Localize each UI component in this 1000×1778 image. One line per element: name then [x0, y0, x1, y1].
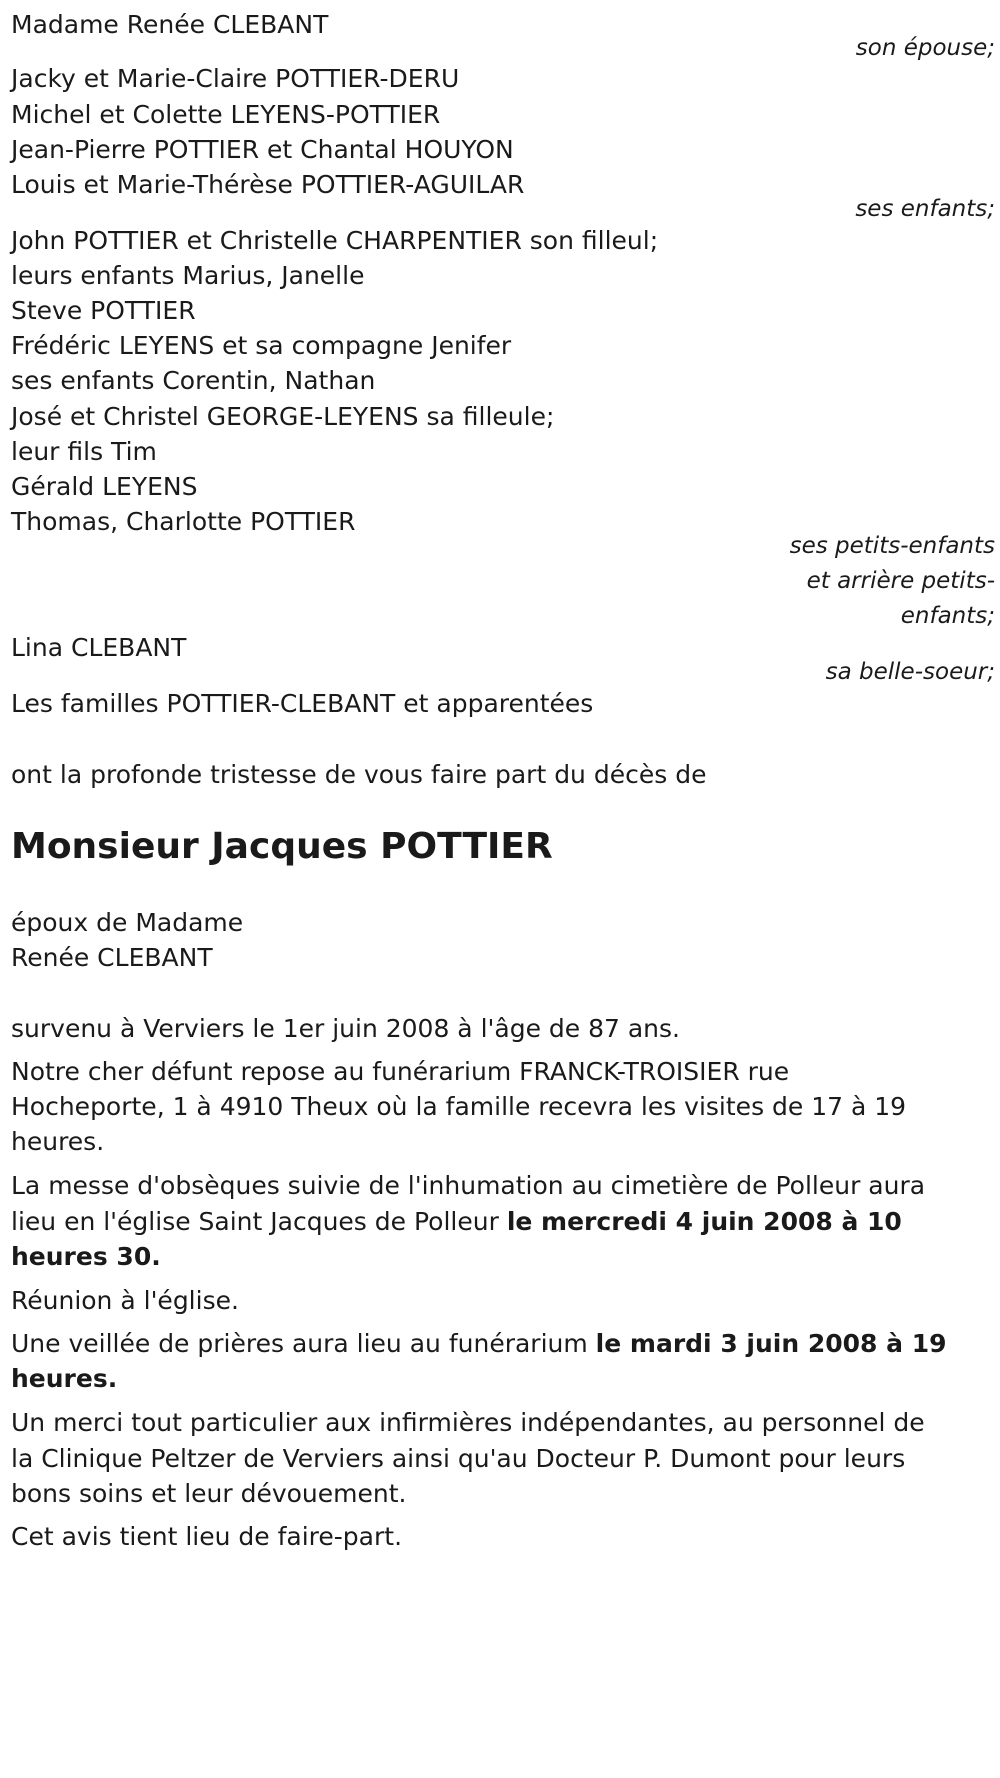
grandchild-line: leurs enfants Marius, Janelle [11, 261, 365, 290]
thanks-line: Un merci tout particulier aux infirmières indépendantes, au personnel de [11, 1408, 925, 1437]
children-role: ses enfants; [855, 196, 995, 222]
husband-of-line: époux de Madame [11, 908, 244, 937]
grandchild-line: Thomas, Charlotte POTTIER [11, 507, 356, 536]
death-info: survenu à Verviers le 1er juin 2008 à l'âge de 87 ans. [11, 1014, 680, 1043]
grandchild-line: leur fils Tim [11, 437, 157, 466]
vigil-line [11, 1329, 947, 1359]
grandchild-line: Frédéric LEYENS et sa compagne Jenifer [11, 331, 512, 360]
funeral-date: le mercredi 4 juin 2008 à 10 [506, 1207, 902, 1236]
child-line: Louis et Marie-Thérèse POTTIER-AGUILAR [11, 170, 525, 199]
announcement-text: ont la profonde tristesse de vous faire part du décès de [11, 760, 707, 789]
grandchild-line: José et Christel GEORGE-LEYENS sa filleule; [11, 402, 555, 431]
sister-in-law-name: Lina CLEBANT [11, 633, 187, 662]
husband-of-line: Renée CLEBANT [11, 943, 213, 972]
vigil-line [11, 1364, 117, 1394]
funeral-line [11, 1242, 161, 1272]
spouse-role: son épouse; [855, 35, 995, 61]
funeral-time: heures 30. [11, 1242, 161, 1271]
thanks-line: bons soins et leur dévouement. [11, 1479, 407, 1508]
child-line: Jean-Pierre POTTIER et Chantal HOUYON [11, 135, 514, 164]
sister-in-law-role: sa belle-soeur; [825, 659, 995, 685]
grandchild-line: Gérald LEYENS [11, 472, 198, 501]
rest-line: Notre cher défunt repose au funérarium FRANCK-TROISIER rue [11, 1057, 790, 1086]
grandchild-line: John POTTIER et Christelle CHARPENTIER son filleul; [11, 226, 659, 255]
families-line: Les familles POTTIER-CLEBANT et apparentées [11, 689, 594, 718]
closing-line: Cet avis tient lieu de faire-part. [11, 1522, 403, 1551]
deceased-name: Monsieur Jacques POTTIER [11, 826, 553, 867]
grandchild-line: Steve POTTIER [11, 296, 196, 325]
funeral-place: lieu en l'église Saint Jacques de Polleur [11, 1207, 507, 1236]
thanks-line: la Clinique Peltzer de Verviers ainsi qu'au Docteur P. Dumont pour leurs [11, 1444, 906, 1473]
vigil-date: le mardi 3 juin 2008 à 19 [595, 1329, 947, 1358]
child-line: Jacky et Marie-Claire POTTIER-DERU [11, 64, 460, 93]
funeral-line [11, 1207, 902, 1237]
vigil-place: Une veillée de prières aura lieu au funérarium [11, 1329, 596, 1358]
child-line: Michel et Colette LEYENS-POTTIER [11, 100, 441, 129]
vigil-time: heures. [11, 1364, 118, 1393]
rest-line: Hocheporte, 1 à 4910 Theux où la famille recevra les visites de 17 à 19 [11, 1092, 907, 1121]
rest-line: heures. [11, 1127, 105, 1156]
grandchildren-role: ses petits-enfants [789, 533, 995, 559]
funeral-line: La messe d'obsèques suivie de l'inhumation au cimetière de Polleur aura [11, 1171, 926, 1200]
spouse-name: Madame Renée CLEBANT [11, 10, 329, 39]
grandchildren-role: enfants; [900, 603, 995, 629]
grandchildren-role: et arrière petits- [806, 568, 995, 594]
grandchild-line: ses enfants Corentin, Nathan [11, 366, 376, 395]
meeting-line: Réunion à l'église. [11, 1286, 239, 1315]
